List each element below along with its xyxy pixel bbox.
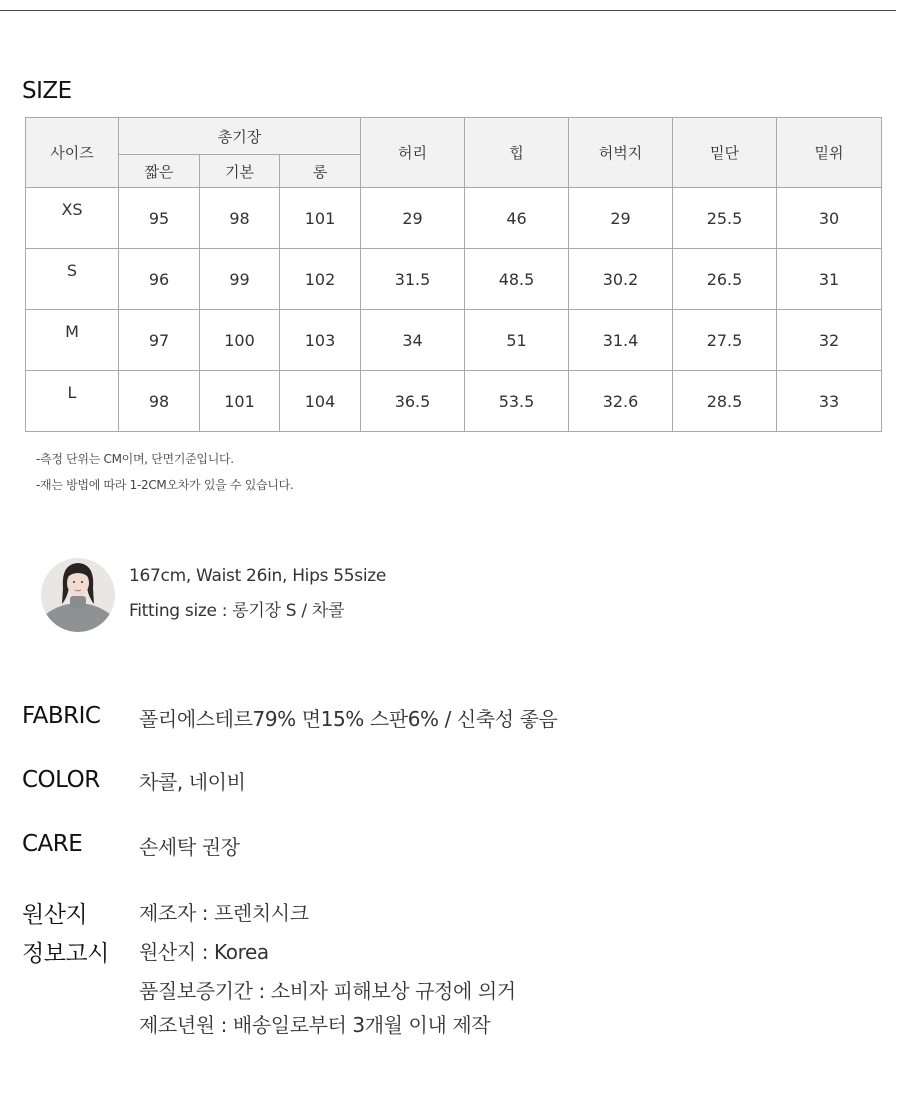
warranty-period: 품질보증기간 : 소비자 피해보상 규정에 의거 (139, 979, 516, 1003)
top-divider (0, 10, 896, 11)
model-avatar (41, 558, 115, 632)
table-row (26, 371, 882, 432)
row-size: M (26, 310, 119, 371)
row-size: L (26, 371, 119, 432)
table-cell: 48.5 (465, 249, 569, 310)
table-cell: 97 (119, 310, 200, 371)
model-measurements: 167cm, Waist 26in, Hips 55size (129, 566, 387, 586)
country-of-origin: 원산지 : Korea (139, 940, 269, 964)
color-value: 차콜, 네이비 (139, 770, 246, 794)
table-cell: 34 (361, 310, 465, 371)
size-table (25, 117, 882, 432)
header-length-short: 짧은 (119, 155, 200, 188)
table-row (26, 310, 882, 371)
header-total-length: 총기장 (119, 118, 361, 155)
origin-label-info: 정보고시 (22, 941, 109, 967)
care-label: CARE (22, 831, 83, 857)
fabric-label: FABRIC (22, 703, 101, 729)
row-size: XS (26, 188, 119, 249)
table-row (26, 249, 882, 310)
table-cell: 104 (280, 371, 361, 432)
table-cell: 32.6 (569, 371, 673, 432)
table-cell: 96 (119, 249, 200, 310)
table-cell: 26.5 (673, 249, 777, 310)
header-waist: 허리 (361, 118, 465, 188)
table-cell: 98 (200, 188, 280, 249)
header-length-long: 롱 (280, 155, 361, 188)
table-cell: 102 (280, 249, 361, 310)
row-size: S (26, 249, 119, 310)
table-cell: 25.5 (673, 188, 777, 249)
table-cell: 36.5 (361, 371, 465, 432)
table-cell: 98 (119, 371, 200, 432)
table-cell: 99 (200, 249, 280, 310)
table-cell: 53.5 (465, 371, 569, 432)
care-value: 손세탁 권장 (139, 835, 240, 859)
table-cell: 32 (777, 310, 882, 371)
table-cell: 51 (465, 310, 569, 371)
header-length-regular: 기본 (200, 155, 280, 188)
table-cell: 28.5 (673, 371, 777, 432)
size-section-title: SIZE (22, 78, 72, 104)
measurement-note: -재는 방법에 따라 1-2CM오차가 있을 수 있습니다. (36, 478, 294, 492)
table-cell: 29 (361, 188, 465, 249)
table-cell: 31.4 (569, 310, 673, 371)
header-thigh: 허벅지 (569, 118, 673, 188)
header-rise: 밑위 (777, 118, 882, 188)
table-cell: 30 (777, 188, 882, 249)
header-hem: 밑단 (673, 118, 777, 188)
table-cell: 31.5 (361, 249, 465, 310)
model-fitting-size: Fitting size : 롱기장 S / 차콜 (129, 601, 345, 621)
manufacturer: 제조자 : 프렌치시크 (139, 901, 309, 925)
table-cell: 29 (569, 188, 673, 249)
table-cell: 101 (280, 188, 361, 249)
table-cell: 30.2 (569, 249, 673, 310)
table-cell: 31 (777, 249, 882, 310)
table-cell: 100 (200, 310, 280, 371)
table-cell: 33 (777, 371, 882, 432)
header-hip: 힙 (465, 118, 569, 188)
header-size: 사이즈 (26, 118, 119, 188)
origin-label: 원산지 (22, 902, 88, 928)
table-cell: 95 (119, 188, 200, 249)
table-cell: 46 (465, 188, 569, 249)
measurement-note: -측정 단위는 CM이며, 단면기준입니다. (36, 452, 234, 466)
fabric-value: 폴리에스테르79% 면15% 스판6% / 신축성 좋음 (139, 707, 558, 731)
table-cell: 101 (200, 371, 280, 432)
manufacture-date: 제조년원 : 배송일로부터 3개월 이내 제작 (139, 1013, 491, 1037)
table-row (26, 188, 882, 249)
table-cell: 27.5 (673, 310, 777, 371)
color-label: COLOR (22, 767, 100, 793)
table-cell: 103 (280, 310, 361, 371)
